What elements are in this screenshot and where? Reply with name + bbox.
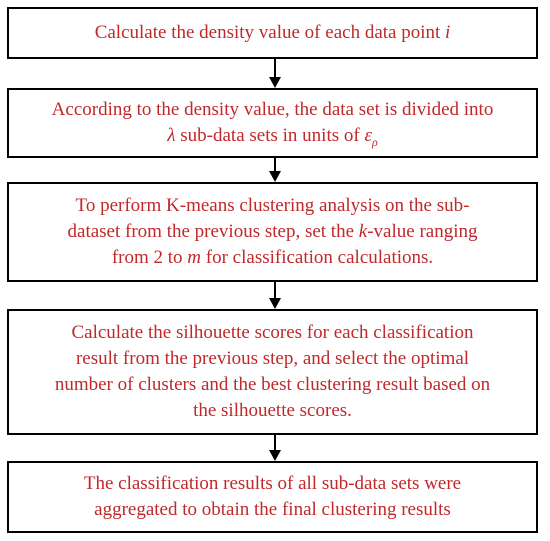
arrow-4-head-icon [269,450,281,461]
step-2-line-2-mid: sub-data sets in units of [175,125,365,146]
step-1-text [95,20,451,46]
arrow-2-head-icon [269,171,281,182]
arrow-down-4 [270,435,280,461]
step-3-line-2-pre: dataset from the previous step, set the [67,221,359,242]
arrow-down-3 [270,282,280,309]
step-3-box [7,182,538,282]
step-4-line-1: Calculate the silhouette scores for each classification [71,322,474,343]
arrow-3-shaft [274,282,276,298]
step-5-line-2: aggregated to obtain the final clustering results [94,499,451,520]
step-3-var-k: k [358,221,368,242]
arrow-3-head-icon [269,298,281,309]
step-4-box [7,309,538,435]
step-2-var-lambda: λ [167,125,176,146]
step-2-line-1: According to the density value, the data set is divided into [51,99,494,120]
arrow-2-shaft [274,158,276,171]
step-1-var-i: i [445,22,451,43]
step-1-box [7,7,538,59]
step-2-var-epsilon: ε [364,125,372,146]
step-2-box [7,88,538,158]
step-2-line-2 [167,123,377,149]
arrow-down-2 [270,158,280,182]
step-4-line-3: number of clusters and the best clustering result based on [54,374,491,395]
step-3-var-m: m [187,247,202,268]
step-3-line-1: To perform K-means clustering analysis on the sub- [75,195,470,216]
step-3-line-3 [112,245,433,271]
step-4-line-2: result from the previous step, and select the optimal [75,348,470,369]
step-3-line-3-pre: from 2 to [111,247,188,268]
step-3-line-3-post: for classification calculations. [201,247,434,268]
step-5-box [7,461,538,533]
arrow-down-1 [270,59,280,88]
step-1-text-main: Calculate the density value of each data point [94,22,446,43]
arrow-4-shaft [274,435,276,450]
step-4-line-4: the silhouette scores. [193,400,352,421]
arrow-1-shaft [274,59,276,77]
step-2-var-rho: ρ [371,134,378,149]
step-3-line-2 [68,219,478,245]
step-5-line-1: The classification results of all sub-data sets were [83,473,462,494]
arrow-1-head-icon [269,77,281,88]
step-3-line-2-post: -value ranging [367,221,478,242]
